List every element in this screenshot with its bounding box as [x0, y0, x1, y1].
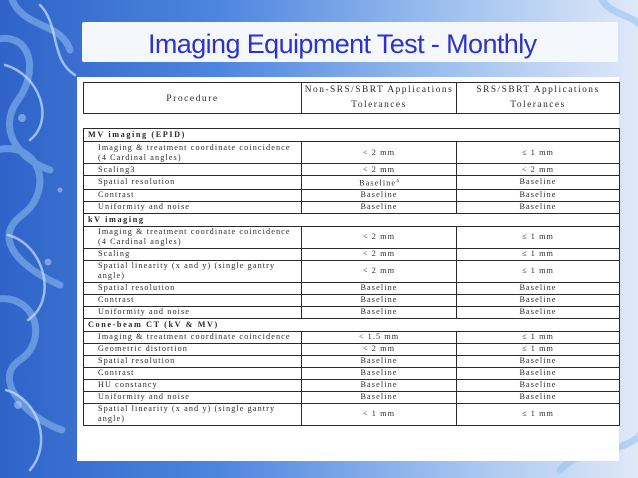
- non-srs-tolerance-cell: [302, 355, 457, 367]
- section-row: [84, 318, 620, 331]
- procedure-cell: Contrast: [84, 294, 302, 306]
- non-srs-tolerance-value: < 2 mm: [362, 344, 396, 354]
- srs-tolerance-cell: Baseline: [457, 176, 620, 190]
- procedure-cell: Contrast: [84, 367, 302, 379]
- table-row: [84, 391, 620, 403]
- non-srs-tolerance-value: Baseline: [360, 380, 398, 390]
- spacer-cell: [84, 114, 620, 129]
- procedure-cell: Spatial linearity (x and y) (single gantry angle): [84, 260, 302, 282]
- table-row: [84, 343, 620, 355]
- table-row: [84, 142, 620, 164]
- non-srs-tolerance-cell: [302, 343, 457, 355]
- procedure-cell: Spatial linearity (x and y) (single gantry angle): [84, 403, 302, 425]
- non-srs-tolerance-cell: [302, 201, 457, 213]
- non-srs-tolerance-value: Baseline: [360, 368, 398, 378]
- procedure-cell: Contrast: [84, 189, 302, 201]
- procedure-cell: Scaling: [84, 248, 302, 260]
- table-body: [84, 114, 620, 426]
- non-srs-tolerance-cell: [302, 176, 457, 190]
- procedure-cell: Geometric distortion: [84, 343, 302, 355]
- table-row: [84, 201, 620, 213]
- non-srs-tolerance-value: < 2 mm: [362, 232, 396, 242]
- section-title: MV imaging (EPID): [84, 129, 620, 142]
- non-srs-tolerance-value: Baseline: [360, 295, 398, 305]
- non-srs-tolerance-cell: [302, 367, 457, 379]
- non-srs-tolerance-cell: [302, 391, 457, 403]
- spacer-row: [84, 114, 620, 129]
- table-header-row: [84, 83, 620, 114]
- non-srs-tolerance-value: < 2 mm: [362, 266, 396, 276]
- non-srs-tolerance-value: < 1 mm: [362, 409, 396, 419]
- srs-tolerance-cell: Baseline: [457, 367, 620, 379]
- srs-tolerance-cell: Baseline: [457, 294, 620, 306]
- non-srs-tolerance-cell: [302, 226, 457, 248]
- procedure-cell: Imaging & treatment coordinate coincidence: [84, 331, 302, 343]
- procedure-cell: Scaling3: [84, 164, 302, 176]
- non-srs-tolerance-value: Baseline: [360, 283, 398, 293]
- non-srs-tolerance-cell: [302, 189, 457, 201]
- procedure-cell: Uniformity and noise: [84, 391, 302, 403]
- header-non-srs: Non-SRS/SBRT Applications Tolerances: [302, 83, 457, 114]
- procedure-cell: HU constancy: [84, 379, 302, 391]
- non-srs-tolerance-cell: [302, 306, 457, 318]
- non-srs-tolerance-value: Baseline: [360, 190, 398, 200]
- table-row: [84, 176, 620, 190]
- non-srs-tolerance-cell: [302, 260, 457, 282]
- srs-tolerance-cell: ≤ 1 mm: [457, 248, 620, 260]
- table-row: [84, 367, 620, 379]
- table-row: [84, 331, 620, 343]
- srs-tolerance-cell: Baseline: [457, 201, 620, 213]
- non-srs-tolerance-value: Baseline: [360, 307, 398, 317]
- srs-tolerance-cell: Baseline: [457, 379, 620, 391]
- procedure-cell: Uniformity and noise: [84, 201, 302, 213]
- non-srs-tolerance-value: Baseline: [360, 392, 398, 402]
- non-srs-tolerance-value: < 2 mm: [362, 164, 396, 174]
- table-row: [84, 164, 620, 176]
- section-title: Cone-beam CT (kV & MV): [84, 318, 620, 331]
- slide-title: Imaging Equipment Test - Monthly: [148, 29, 537, 59]
- header-procedure: Procedure: [84, 83, 302, 114]
- srs-tolerance-cell: Baseline: [457, 355, 620, 367]
- non-srs-tolerance-cell: [302, 331, 457, 343]
- procedure-cell: Spatial resolution: [84, 282, 302, 294]
- srs-tolerance-cell: ≤ 1 mm: [457, 260, 620, 282]
- table-row: [84, 226, 620, 248]
- srs-tolerance-cell: ≤ 1 mm: [457, 403, 620, 425]
- non-srs-tolerance-cell: [302, 142, 457, 164]
- srs-tolerance-cell: ≤ 1 mm: [457, 343, 620, 355]
- srs-tolerance-cell: Baseline: [457, 282, 620, 294]
- table-row: [84, 379, 620, 391]
- non-srs-tolerance-value: Baseline: [360, 356, 398, 366]
- tolerance-table: [83, 82, 620, 426]
- non-srs-tolerance-cell: [302, 248, 457, 260]
- srs-tolerance-cell: ≤ 1 mm: [457, 331, 620, 343]
- non-srs-tolerance-cell: [302, 403, 457, 425]
- table-row: [84, 355, 620, 367]
- table-row: [84, 294, 620, 306]
- table-row: [84, 282, 620, 294]
- table-row: [84, 306, 620, 318]
- table-row: [84, 189, 620, 201]
- section-row: [84, 129, 620, 142]
- header-srs: SRS/SBRT Applications Tolerances: [457, 83, 620, 114]
- procedure-cell: Spatial resolution: [84, 176, 302, 190]
- non-srs-tolerance-cell: [302, 379, 457, 391]
- srs-tolerance-cell: < 2 mm: [457, 164, 620, 176]
- document-panel: [77, 77, 619, 461]
- footnote-marker: 4: [396, 178, 399, 184]
- procedure-cell: Uniformity and noise: [84, 306, 302, 318]
- table-row: [84, 260, 620, 282]
- srs-tolerance-cell: Baseline: [457, 189, 620, 201]
- procedure-cell: Imaging & treatment coordinate coincidence (4 Cardinal angles): [84, 142, 302, 164]
- non-srs-tolerance-value: < 2 mm: [362, 147, 396, 157]
- srs-tolerance-cell: Baseline: [457, 391, 620, 403]
- srs-tolerance-cell: Baseline: [457, 306, 620, 318]
- non-srs-tolerance-value: Baseline: [359, 178, 397, 188]
- srs-tolerance-cell: ≤ 1 mm: [457, 142, 620, 164]
- srs-tolerance-cell: ≤ 1 mm: [457, 226, 620, 248]
- section-title: kV imaging: [84, 213, 620, 226]
- non-srs-tolerance-cell: [302, 164, 457, 176]
- non-srs-tolerance-value: < 2 mm: [362, 249, 396, 259]
- non-srs-tolerance-value: Baseline: [360, 202, 398, 212]
- non-srs-tolerance-cell: [302, 294, 457, 306]
- procedure-cell: Imaging & treatment coordinate coincidence (4 Cardinal angles): [84, 226, 302, 248]
- table-row: [84, 248, 620, 260]
- section-row: [84, 213, 620, 226]
- table-row: [84, 403, 620, 425]
- procedure-cell: Spatial resolution: [84, 355, 302, 367]
- non-srs-tolerance-value: < 1.5 mm: [358, 332, 400, 342]
- non-srs-tolerance-cell: [302, 282, 457, 294]
